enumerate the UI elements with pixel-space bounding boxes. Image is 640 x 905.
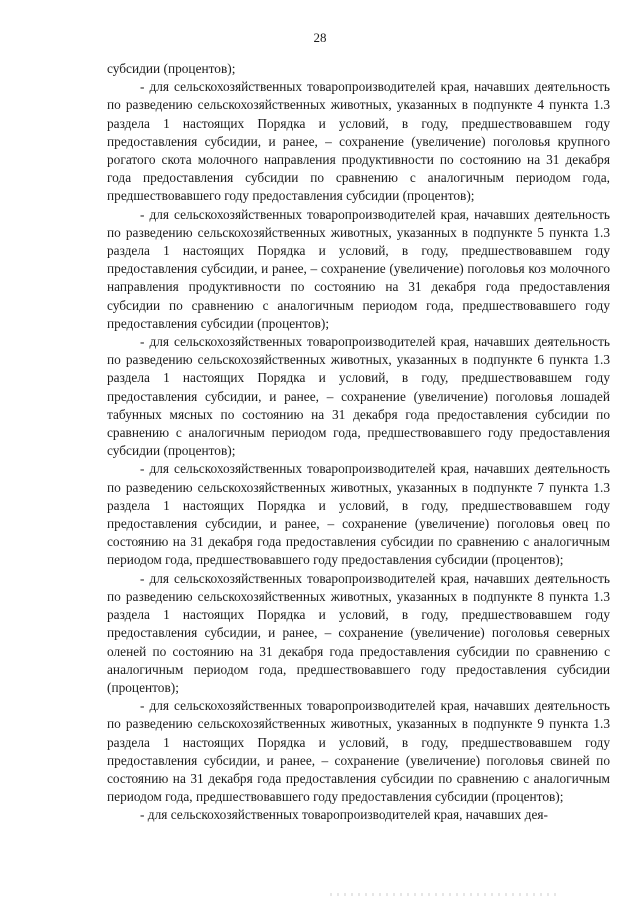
paragraph-subpoint-8: - для сельскохозяйственных товаропроизводителей края, начавших деятельность по разведению сельскохозяйственных животных, указанных в подпункте 8 пункта 1.3 раздела 1 настоящих Порядка и условий, в году, предшествовавшем году предоставления субсидии, и ранее, – сохранение (увеличение) поголовья северных оленей по состоянию на 31 декабря года предоставления субсидии по сравнению с аналогичным периодом года, предшествовавшего году предоставления субсидии (процентов); bbox=[107, 570, 610, 695]
paragraph-subpoint-9: - для сельскохозяйственных товаропроизводителей края, начавших деятельность по разведению сельскохозяйственных животных, указанных в подпункте 9 пункта 1.3 раздела 1 настоящих Порядка и условий, в году, предшествовавшем году предоставления субсидии, и ранее, – сохранение (увеличение) поголовья свиней по состоянию на 31 декабря года предоставления субсидии по сравнению с аналогичным периодом года, предшествовавшего году предоставления субсидии (процентов); bbox=[107, 698, 610, 805]
paragraph-subpoint-6: - для сельскохозяйственных товаропроизводителей края, начавших деятельность по разведению сельскохозяйственных животных, указанных в подпункте 6 пункта 1.3 раздела 1 настоящих Порядка и условий, в году, предшествовавшем году предоставления субсидии, и ранее, – сохранение (увеличение) поголовья лошадей табунных мясных по состоянию на 31 декабря года предоставления субсидии по сравнению с аналогичным периодом года, предшествовавшего году предоставления субсидии (процентов); bbox=[107, 334, 610, 459]
page-number: 28 bbox=[313, 30, 327, 45]
document-body bbox=[107, 60, 610, 825]
paragraph-continuation: субсидии (процентов); bbox=[107, 61, 236, 76]
paragraph-truncated: - для сельскохозяйственных товаропроизводителей края, начавших дея- bbox=[140, 807, 548, 823]
paragraph-subpoint-4: - для сельскохозяйственных товаропроизводителей края, начавших деятельность по разведению сельскохозяйственных животных, указанных в подпункте 4 пункта 1.3 раздела 1 настоящих Порядка и условий, в году, предшествовавшем году предоставления субсидии, и ранее, – сохранение (увеличение) поголовья крупного рогатого скота молочного направления продуктивности по состоянию на 31 декабря года предоставления субсидии по сравнению с аналогичным периодом года, предшествовавшего году предоставления субсидии (процентов); bbox=[107, 79, 610, 204]
paragraph-subpoint-7: - для сельскохозяйственных товаропроизводителей края, начавших деятельность по разведению сельскохозяйственных животных, указанных в подпункте 7 пункта 1.3 раздела 1 настоящих Порядка и условий, в году, предшествовавшем году предоставления субсидии, и ранее, – сохранение (увеличение) поголовья овец по состоянию на 31 декабря года предоставления субсидии по сравнению с аналогичным периодом года, предшествовавшего году предоставления субсидии (процентов); bbox=[107, 461, 610, 568]
paragraph-subpoint-5: - для сельскохозяйственных товаропроизводителей края, начавших деятельность по разведению сельскохозяйственных животных, указанных в подпункте 5 пункта 1.3 раздела 1 настоящих Порядка и условий, в году, предшествовавшем году предоставления субсидии, и ранее, – сохранение (увеличение) поголовья коз молочного направления продуктивности по состоянию на 31 декабря года предоставления субсидии по сравнению с аналогичным периодом года, предшествовавшего году предоставления субсидии (процентов); bbox=[107, 206, 610, 331]
scan-artifact bbox=[330, 893, 560, 896]
